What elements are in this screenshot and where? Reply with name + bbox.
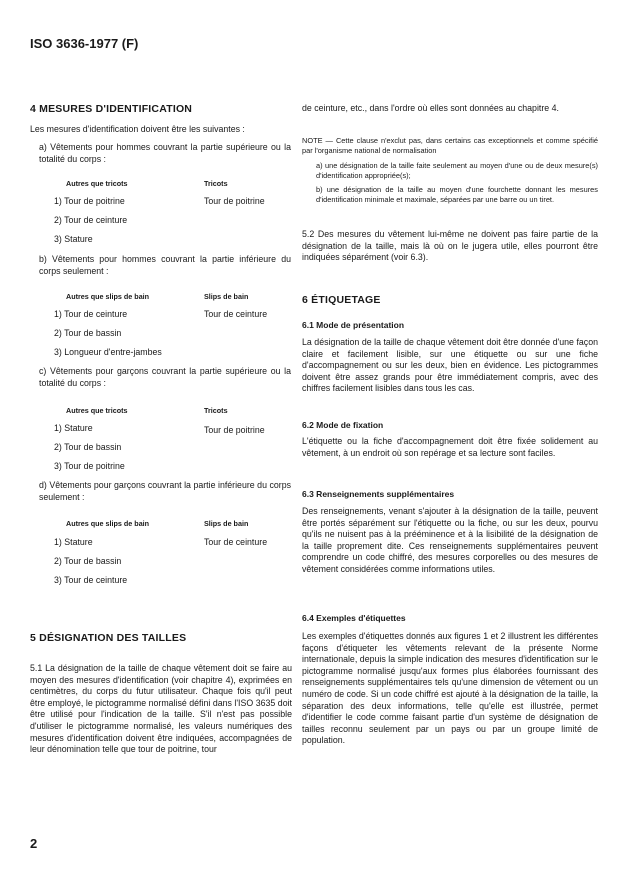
continued-text: de ceinture, etc., dans l'ordre où elles sont données au chapitre 4.	[302, 103, 559, 113]
item-c-col2-value: Tour de poitrine	[204, 425, 265, 435]
item-b-text: b) Vêtements pour hommes couvrant la partie inférieure du corps seulement :	[39, 254, 291, 276]
note-item-a: a) une désignation de la taille faite seulement au moyen d'une ou de deux mesure(s) d'identification appropriée(s);	[316, 161, 598, 180]
paragraph-5-2: 5.2 Des mesures du vêtement lui-même ne doivent pas faire partie de la désignation de la taille, mais là où on le jugera utile, elles pourront être indiquées séparément (voir 6.3).	[302, 229, 598, 263]
item-b-col2-value: Tour de ceinture	[204, 309, 268, 319]
subsection-6-3-title: 6.3 Renseignements supplémentaires	[302, 489, 455, 499]
page-number: 2	[30, 836, 38, 851]
item-c-row-2: 2) Tour de bassin	[54, 442, 122, 452]
item-d-row-1: 1) Stature	[54, 537, 93, 547]
note-item-b: b) une désignation de la taille au moyen d'une fourchette donnant les mesures d'identification minimale et maximale, séparées par une barre ou un tiret.	[316, 185, 598, 204]
item-b-row-2: 2) Tour de bassin	[54, 328, 122, 338]
item-b-row-3: 3) Longueur d'entre-jambes	[54, 347, 162, 357]
item-d-row-2: 2) Tour de bassin	[54, 556, 122, 566]
subsection-6-1-text: La désignation de la taille de chaque vêtement doit être donnée d'une façon claire et facilement lisible, sur une étiquette ou sur une fiche d'accompagnement ou sur les deux, bien en évidence. Les pictogrammes doivent être assez grands pour être immédiatement compris, avec des chiffres facilement lisibles dans tous les cas.	[302, 337, 598, 394]
item-a-row-3: 3) Stature	[54, 234, 93, 244]
item-d-text: d) Vêtements pour garçons couvrant la partie inférieure du corps seulement :	[39, 480, 291, 502]
item-c-row-3: 3) Tour de poitrine	[54, 461, 125, 471]
paragraph-5-1: 5.1 La désignation de la taille de chaque vêtement doit se faire au moyen des mesures d'identification (voir chapitre 4), exprimées en centimètres, du corps du futur utilisateur. Chaque fois qu'il peut être employé, le pictogramme normalisé défini dans l'ISO 3635 doit être utilisé pour l'indication de la taille. S'il n'est pas possible d'utiliser le pictogramme normalisé, les valeurs numériques des mesures d'identification doivent être indiquées, accompagnées de leur dénomination telle que tour de poitrine, tour	[30, 663, 292, 755]
subsection-6-2-title: 6.2 Mode de fixation	[302, 420, 384, 430]
subsection-6-4-text: Les exemples d'étiquettes donnés aux figures 1 et 2 illustrent les différentes façons d'étiqueter les vêtements relevant de la présente Norme internationale, depuis la simple indication des mesures d'identification sur le pictogramme normalisé jusqu'aux formes plus élaborées fournissant des renseignements supplémentaires tels qu'une dimension de vêtement ou un numéro de code. Si un code chiffré est ajouté à la désignation de la taille, la séparation des deux informations, telle qu'elle est illustrée, permet d'identifier le code comme faisant partie d'un système de désignation de tailles reconnu seulement par un pays ou par un groupe limité de population.	[302, 631, 598, 746]
item-c-text: c) Vêtements pour garçons couvrant la partie supérieure ou la totalité du corps :	[39, 366, 291, 388]
item-d-col1-head: Autres que slips de bain	[66, 519, 150, 528]
item-a-row-1: 1) Tour de poitrine	[54, 196, 125, 206]
section-4-title: 4 MESURES D'IDENTIFICATION	[30, 103, 193, 115]
item-a-row-2: 2) Tour de ceinture	[54, 215, 128, 225]
subsection-6-1-title: 6.1 Mode de présentation	[302, 320, 405, 330]
item-a-col2-head: Tricots	[204, 179, 228, 188]
item-c-col2-head: Tricots	[204, 406, 228, 415]
item-b-row-1: 1) Tour de ceinture	[54, 309, 128, 319]
item-c-row-1: 1) Stature	[54, 423, 93, 433]
item-a-col2-value: Tour de poitrine	[204, 196, 265, 206]
item-a-col1-head: Autres que tricots	[66, 179, 128, 188]
item-c-col1-head: Autres que tricots	[66, 406, 128, 415]
subsection-6-3-text: Des renseignements, venant s'ajouter à la désignation de la taille, peuvent être portés séparément sur l'étiquette ou la fiche, ou sur les deux, pourvu qu'ils ne nuisent pas à la prééminence et à la lisibilité de la désignation de la taille proprement dite. Ces renseignements supplémentaires peuvent comprendre un code chiffré, des mesures corporelles ou des mesures de vêtement considérées comme informations utiles.	[302, 506, 598, 574]
subsection-6-2-text: L'étiquette ou la fiche d'accompagnement doit être fixée solidement au vêtement, à un endroit où son repérage et sa lecture sont faciles.	[302, 436, 598, 458]
item-d-col2-head: Slips de bain	[204, 519, 249, 528]
item-b-col2-head: Slips de bain	[204, 292, 249, 301]
item-d-col2-value: Tour de ceinture	[204, 537, 268, 547]
item-a-text: a) Vêtements pour hommes couvrant la partie supérieure ou la totalité du corps :	[39, 142, 291, 164]
item-b-col1-head: Autres que slips de bain	[66, 292, 150, 301]
document-id: ISO 3636-1977 (F)	[30, 36, 139, 51]
item-d-row-3: 3) Tour de ceinture	[54, 575, 128, 585]
section-6-title: 6 ÉTIQUETAGE	[302, 294, 381, 306]
note-text: NOTE — Cette clause n'exclut pas, dans certains cas exceptionnels et comme spécifié par l'organisme national de normalisation	[302, 136, 598, 155]
section-5-title: 5 DÉSIGNATION DES TAILLES	[30, 632, 187, 644]
section-4-intro: Les mesures d'identification doivent être les suivantes :	[30, 124, 245, 134]
subsection-6-4-title: 6.4 Exemples d'étiquettes	[302, 613, 406, 623]
